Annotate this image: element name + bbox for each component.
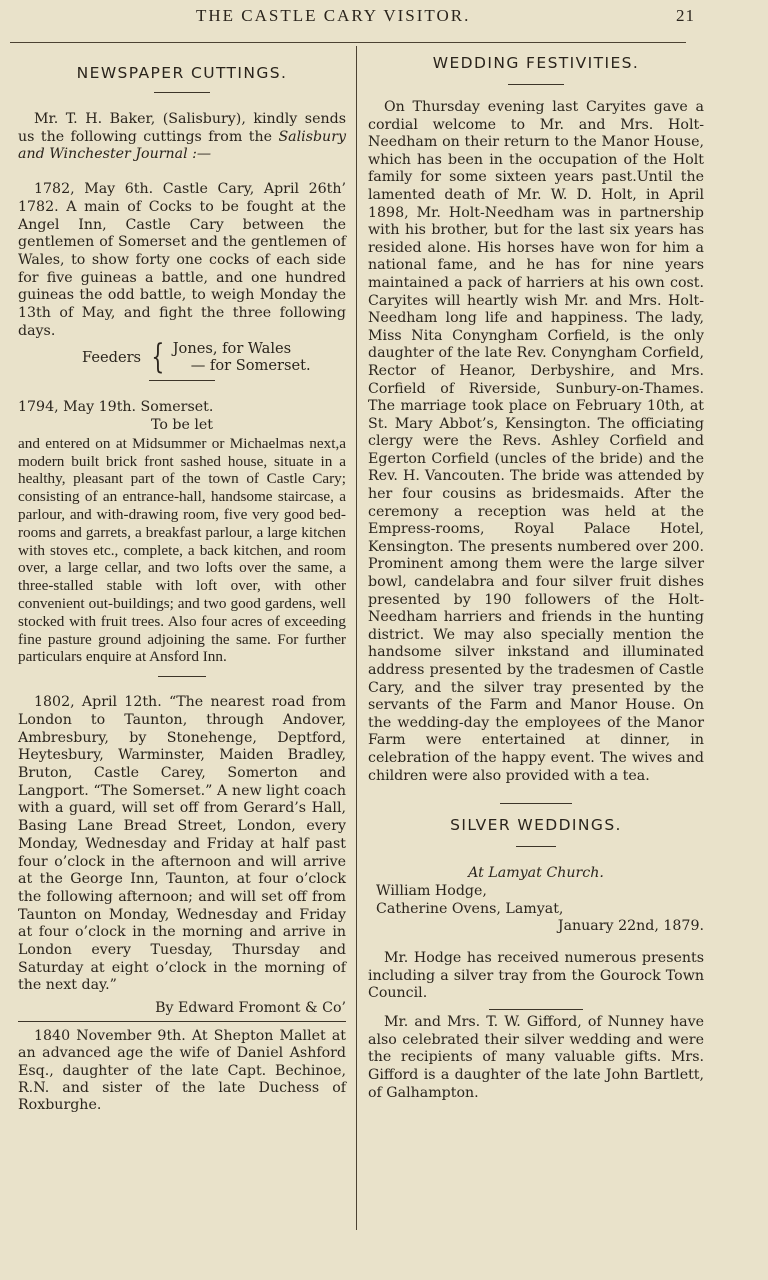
brace-glyph: { — [151, 337, 165, 378]
feeders-block — [82, 337, 346, 378]
feeder-wales: Jones, for Wales — [172, 340, 292, 358]
section-rule — [158, 676, 206, 677]
wedding-festivities-heading: WEDDING FESTIVITIES. — [432, 54, 640, 72]
column-divider — [356, 46, 357, 1230]
feeders-lines — [173, 340, 311, 374]
heading-rule — [508, 84, 564, 85]
running-title: THE CASTLE CARY VISITOR. — [196, 6, 471, 25]
couple-name-2: Catherine Ovens, Lamyat, — [376, 900, 564, 917]
section-rule — [18, 1021, 346, 1022]
heading-rule — [154, 92, 210, 93]
wedding-paragraph: On Thursday evening last Caryites gave a cordial welcome to Mr. and Mrs. Holt-Needham on their return to the Manor House, which has been in the occupation of the Holt family for some sixteen years past.Until the lamented death of Mr. W. D. Holt, in April 1898, Mr. Holt-Needham was in partnership with his brother, but for the last six years has resided alone. His horses have won for him a national fame, and he has for nine years maintained a pack of harriers at his own cost. Caryites will heartly wish Mr. and Mrs. Holt-Needham long life and happiness. The lady, Miss Nita Conyngham Corfield, is the only daughter of the late Rev. Conyngham Corfield, Rector of Heanor, Derbyshire, and Mrs. Corfield of Riverside, Sunbury-on-Thames. The marriage took place on February 10th, at St. Mary Abbot’s, Kensington. The officiating clergy were the Revs. Ashley Corfield and Egerton Corfield (uncles of the bride) and the Rev. H. Vancouten. The bride was attended by her four cousins as bridesmaids. After the ceremony a reception was held at the Empress-rooms, Royal Palace Hotel, Kensington. The presents numbered over 200. Prominent among them were the large silver bowl, candelabra and four silver fruit dishes presented by 190 followers of the Holt-Needham harriers and friends in the hunting district. We may also specially mention the handsome silver inkstand and illuminated address presented by the tradesmen of Castle Cary, and the silver tray presented by the servants of the Farm and Manor House. On the wedding-day the employees of the Manor Farm were entertained at dinner, in celebration of the happy event. The wives and children were also provided with a tea. — [368, 99, 704, 784]
hodge-paragraph: Mr. Hodge has received numerous presents including a silver tray from the Gourock Town Council. — [368, 949, 704, 1002]
intro-text: Mr. T. H. Baker, (Salisbury), kindly sends us the following cuttings from the — [18, 111, 346, 145]
cutting-1782: 1782, May 6th. Castle Cary, April 26th’ 1782. A main of Cocks to be fought at the Angel Inn, Castle Cary between the gentlemen of Somerset and the gentlemen of Wales, to show forty one cocks of each side for five guineas a battle, and one hundred guineas the odd battle, to weigh Monday the 13th of May, and fight the three following days. — [18, 181, 346, 339]
cutting-1794-date: 1794, May 19th. Somerset. — [18, 399, 214, 416]
cutting-1802-signature: By Edward Fromont & Co’ — [155, 1000, 346, 1017]
feeder-somerset: — for Somerset. — [190, 357, 311, 375]
section-rule — [149, 380, 215, 381]
section-rule — [500, 803, 572, 804]
page-number: 21 — [676, 6, 695, 25]
intro-paragraph — [18, 111, 346, 164]
lamyat-church: At Lamyat Church. — [468, 865, 604, 882]
newspaper-cuttings-heading: NEWSPAPER CUTTINGS. — [76, 64, 288, 82]
left-column — [18, 52, 346, 1114]
cutting-1840: 1840 November 9th. At Shepton Mallet at an advanced age the wife of Daniel Ashford Esq., daughter of the late Capt. Bechinoe, R.N. and sister of the late Duchess of Roxburghe. — [18, 1028, 346, 1113]
section-rule — [489, 1009, 583, 1010]
feeders-label: Feeders — [82, 348, 142, 366]
header-rule — [10, 42, 686, 43]
running-header — [0, 6, 768, 28]
journal-title: Salisbury and Winchester Journal :— — [18, 128, 346, 163]
cutting-1802: 1802, April 12th. “The nearest road from London to Taunton, through Andover, Ambresbury, by Stonehenge, Deptford, Heytesbury, Warminster, Maiden Bradley, Bruton, Castle Carey, Somerton and Langport. “The Somerset.” A new light coach with a guard, will set off from Gerard’s Hall, Basing Lane Bread Street, London, every Monday, Wednesday and Friday at half past four o’clock in the afternoon and will arrive at the George Inn, Taunton, at four o’clock the following afternoon; and will set off from Taunton on Monday, Wednesday and Friday at four o’clock in the morning and arrive in London every Tuesday, Thursday and Saturday at eight o’clock in the morning of the next day.” — [18, 694, 346, 994]
heading-rule — [516, 846, 556, 847]
wedding-date: January 22nd, 1879. — [557, 918, 704, 935]
cutting-1794-body: and entered on at Midsummer or Michaelmas next,a modern built brick front sashed house, situate in a healthy, pleasant part of the town of Castle Cary; consisting of an entrance-hall, handsome staircase, a parlour, and with-drawing room, five very good bed-rooms and garrets, a breakfast parlour, a large kitchen with stoves etc., complete, a back kitchen, and room over, a large cellar, and two lofts over the same, a three-stalled stable with loft over, with other convenient out-buildings; and two good gardens, well stocked with fruit trees. Also four acres of exceeding fine pasture ground adjoining the same. For further particulars enquire at Ansford Inn. — [18, 434, 346, 666]
cutting-1794-subhead: To be let — [150, 417, 214, 434]
silver-weddings-heading: SILVER WEDDINGS. — [450, 816, 622, 835]
couple-name-1: William Hodge, — [376, 882, 487, 899]
gifford-paragraph: Mr. and Mrs. T. W. Gifford, of Nunney have also celebrated their silver wedding and were the recipients of many valuable gifts. Mrs. Gifford is a daughter of the late John Bartlett, of Galhampton. — [368, 1014, 704, 1101]
right-column — [368, 52, 704, 1103]
